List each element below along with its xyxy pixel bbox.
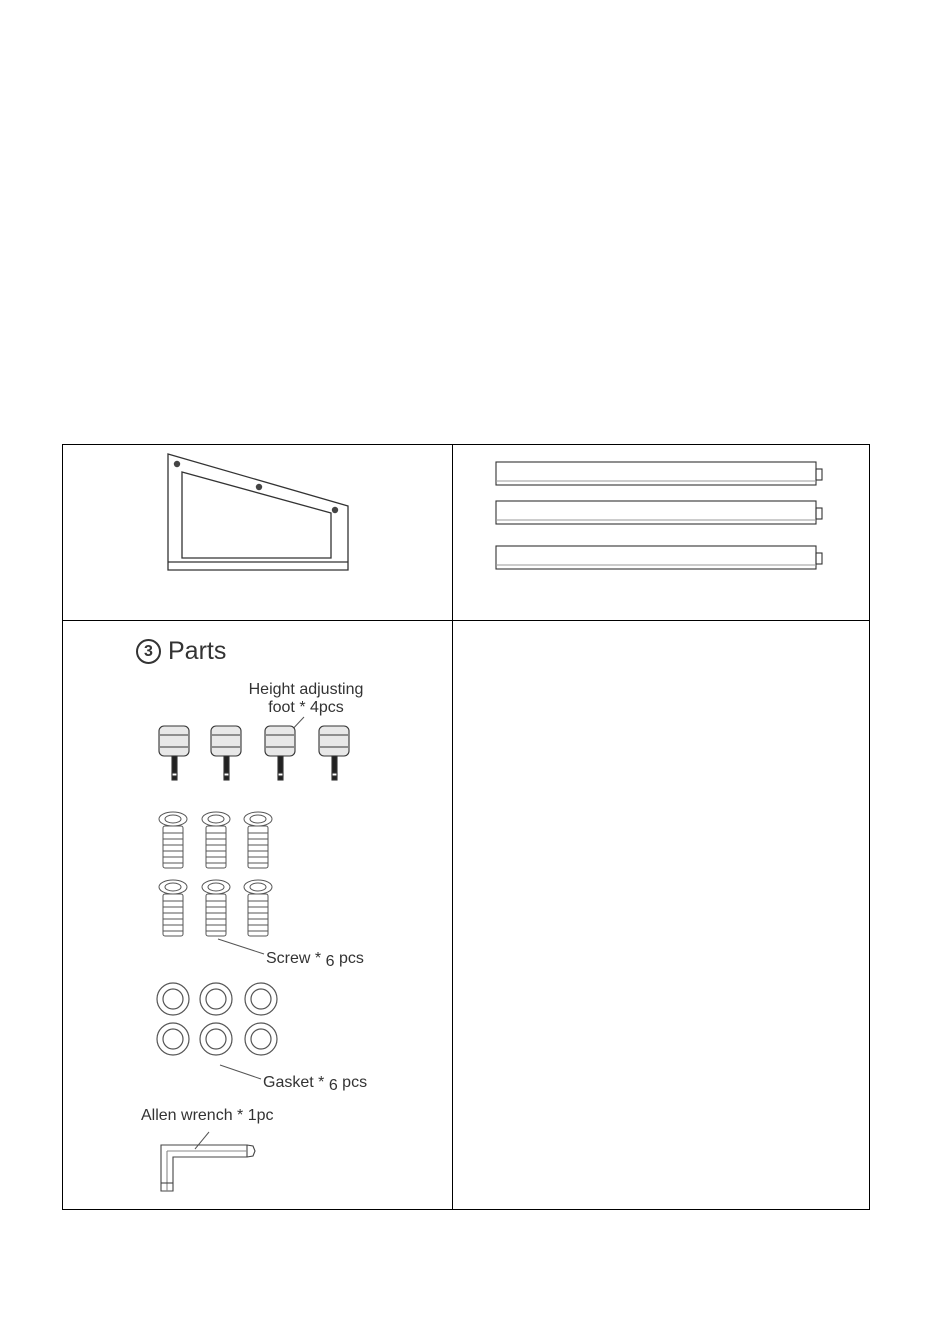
screw-leader-line	[218, 939, 264, 954]
allen-wrench-leader-line	[195, 1132, 209, 1149]
parts-table	[62, 444, 870, 1210]
foot-4	[319, 726, 349, 780]
screw-4	[159, 880, 187, 936]
screw-icon	[159, 812, 272, 936]
rails-panel	[453, 445, 869, 621]
rail-2	[496, 501, 822, 524]
gasket-leader-line	[220, 1065, 261, 1079]
allen-wrench-icon	[161, 1145, 255, 1191]
rail-3	[496, 546, 822, 569]
side-frame-icon	[63, 445, 453, 621]
empty-panel	[453, 621, 869, 1209]
parts-panel	[63, 621, 453, 1209]
rail-1	[496, 462, 822, 485]
foot-2	[211, 726, 241, 780]
screw-2	[202, 812, 230, 868]
parts-title: Parts	[168, 636, 227, 665]
step-number-badge: 3	[136, 639, 161, 664]
screw-3	[244, 812, 272, 868]
foot-1	[159, 726, 189, 780]
height-foot-label: Height adjusting foot * 4pcs	[248, 681, 364, 716]
frame-panel	[63, 445, 453, 621]
screw-1	[159, 812, 187, 868]
foot-3	[265, 726, 295, 780]
gasket-label: Gasket * 6 pcs	[263, 1074, 368, 1094]
height-foot-icon	[159, 726, 349, 780]
screw-5	[202, 880, 230, 936]
gasket-icon	[157, 983, 277, 1055]
rails-icon	[453, 445, 869, 621]
screw-6	[244, 880, 272, 936]
screw-label: Screw * 6 pcs	[266, 950, 364, 970]
allen-wrench-label: Allen wrench * 1pc	[141, 1107, 274, 1124]
